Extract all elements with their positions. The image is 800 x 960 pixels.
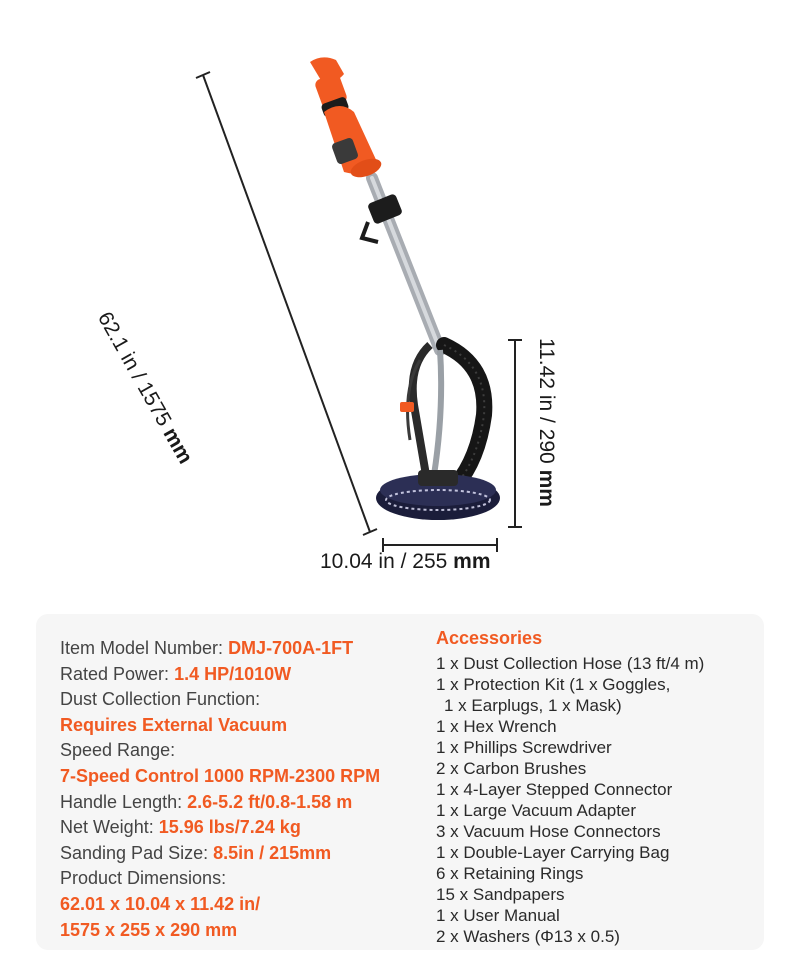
width-value: 10.04 xyxy=(320,550,373,573)
accessory-item: 1 x Earplugs, 1 x Mask) xyxy=(444,696,622,715)
spec-label: Handle Length: xyxy=(60,791,188,812)
spec-value: 62.01 x 10.04 x 11.42 in/ xyxy=(60,893,261,914)
spec-label: Sanding Pad Size: xyxy=(60,842,214,863)
length-mm-unit: mm xyxy=(158,423,197,468)
accessory-item: 2 x Carbon Brushes xyxy=(436,759,587,778)
spec-value: DMJ-700A-1FT xyxy=(228,638,354,658)
spec-weight xyxy=(60,815,430,841)
length-value: 62.1 xyxy=(92,308,134,355)
height-dimension-line xyxy=(508,340,522,527)
spec-pad xyxy=(60,841,430,867)
height-value: 11.42 xyxy=(535,338,558,389)
specifications-list xyxy=(60,636,430,943)
accessory-item: 3 x Vacuum Hose Connectors xyxy=(436,822,661,841)
height-mm-unit: mm xyxy=(535,469,558,507)
spec-label: Rated Power: xyxy=(60,663,175,684)
accessories-list xyxy=(436,628,756,947)
height-mm-value: 290 xyxy=(535,428,558,464)
height-dimension-label xyxy=(534,338,558,507)
length-mm-value: 1575 xyxy=(132,378,176,431)
sanding-head-bracket xyxy=(400,345,441,475)
spec-label: Item Model Number: xyxy=(60,638,229,658)
spec-value: Requires External Vacuum xyxy=(60,714,288,735)
spec-dimensions xyxy=(60,866,430,943)
sander-pole xyxy=(362,178,440,350)
dust-hose xyxy=(444,345,484,485)
accessory-item: 1 x Phillips Screwdriver xyxy=(436,738,612,757)
width-dimension-label xyxy=(320,550,491,574)
spec-value-2: 1575 x 255 x 290 mm xyxy=(60,919,238,940)
spec-value: 7-Speed Control 1000 RPM-2300 RPM xyxy=(60,765,381,786)
accessories-title: Accessories xyxy=(436,628,543,648)
accessory-item: 1 x 4-Layer Stepped Connector xyxy=(436,780,673,799)
spec-power xyxy=(60,662,430,688)
spec-speed xyxy=(60,738,430,789)
accessory-item: 1 x User Manual xyxy=(436,906,560,925)
spec-model xyxy=(60,636,430,662)
accessory-item: 6 x Retaining Rings xyxy=(436,864,584,883)
width-mm-unit: mm xyxy=(453,550,491,573)
accessory-item: 1 x Large Vacuum Adapter xyxy=(436,801,637,820)
spec-label: Dust Collection Function: xyxy=(60,689,261,710)
spec-label: Speed Range: xyxy=(60,740,176,761)
accessory-item: 1 x Protection Kit (1 x Goggles, xyxy=(436,675,671,694)
spec-label: Net Weight: xyxy=(60,817,159,838)
spec-value: 1.4 HP/1010W xyxy=(174,663,292,684)
width-in-unit: in / xyxy=(378,550,407,573)
spec-handle xyxy=(60,790,430,816)
spec-value: 15.96 lbs/7.24 kg xyxy=(158,817,301,838)
width-mm-value: 255 xyxy=(412,550,448,573)
spec-value: 8.5in / 215mm xyxy=(213,842,332,863)
sanding-pad xyxy=(376,470,500,520)
spec-label: Product Dimensions: xyxy=(60,868,227,889)
accessory-item: 1 x Dust Collection Hose (13 ft/4 m) xyxy=(436,654,705,673)
spec-value: 2.6-5.2 ft/0.8-1.58 m xyxy=(187,791,353,812)
accessory-item: 1 x Double-Layer Carrying Bag xyxy=(436,843,670,862)
length-in-unit: in / xyxy=(115,348,150,385)
accessory-item: 1 x Hex Wrench xyxy=(436,717,557,736)
spec-dust xyxy=(60,687,430,738)
accessory-item: 15 x Sandpapers xyxy=(436,885,565,904)
accessory-item: 2 x Washers (Φ13 x 0.5) xyxy=(436,927,620,946)
sander-handle-head xyxy=(310,57,384,181)
height-in-unit: in / xyxy=(535,394,558,423)
